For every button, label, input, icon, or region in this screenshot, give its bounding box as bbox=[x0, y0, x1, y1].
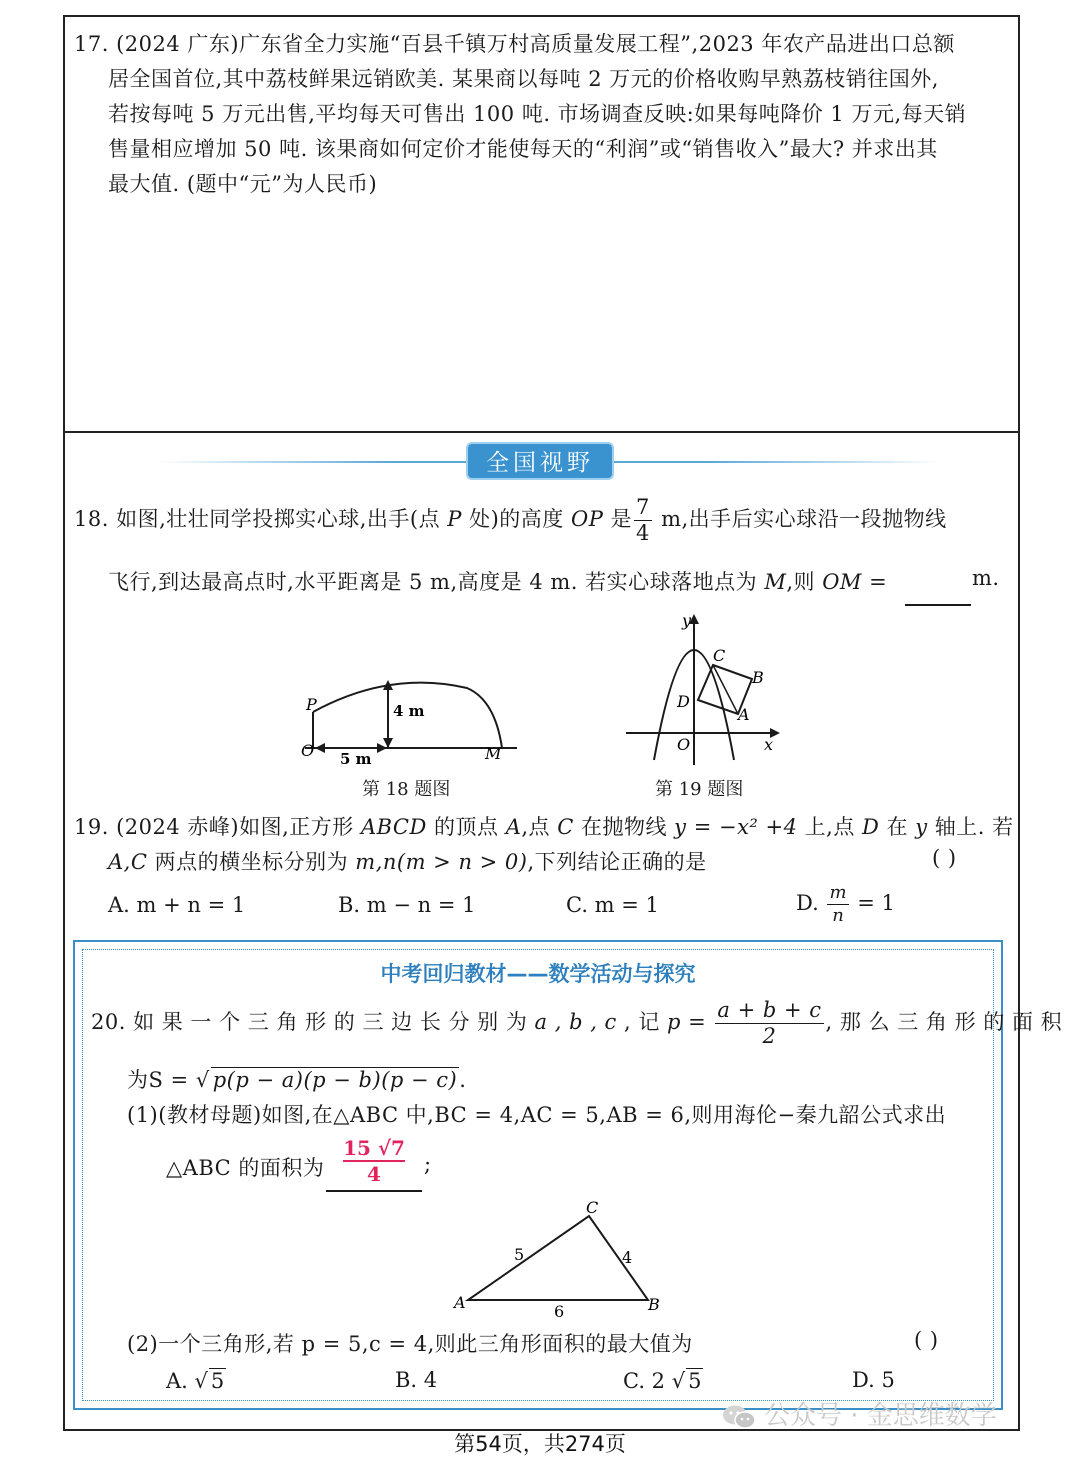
q20-label-b: B bbox=[648, 1295, 660, 1314]
section-banner: 全国视野 bbox=[466, 442, 614, 480]
q19-line1e: 上,点 bbox=[797, 815, 863, 839]
q20-answer-blank bbox=[326, 1190, 422, 1192]
q20-opta-sqrt-sign: √ bbox=[194, 1369, 208, 1393]
q19-y: y bbox=[915, 815, 928, 839]
q18-text-is: 是 bbox=[603, 507, 633, 531]
q18-answer-blank[interactable] bbox=[905, 604, 971, 606]
q20-semicolon: ; bbox=[424, 1152, 432, 1176]
q19-a: A bbox=[505, 815, 522, 839]
q20-opta-prefix: A. bbox=[166, 1369, 195, 1393]
q18-arrow-down bbox=[383, 738, 393, 748]
q19-optd-suffix: = 1 bbox=[850, 891, 895, 915]
q18-label-m: M bbox=[485, 744, 502, 763]
q19-line1a: 19. (2024 赤峰)如图,正方形 bbox=[74, 815, 361, 839]
q19-label-d: D bbox=[677, 692, 690, 711]
q17-line2: 居全国首位,其中荔枝鲜果远销欧美. 某果商以每吨 2 万元的价格收购早熟荔枝销往国外, bbox=[108, 67, 939, 91]
q20-option-d[interactable]: D. 5 bbox=[852, 1368, 895, 1392]
q20-label-a: A bbox=[454, 1293, 466, 1312]
q20-frac-num: a + b + c bbox=[717, 998, 822, 1022]
q18-line2a: 飞行,到达最高点时,水平距离是 5 m,高度是 4 m. 若实心球落地点为 bbox=[108, 570, 765, 594]
q18-line2b: ,则 bbox=[786, 570, 823, 594]
q18-om: OM bbox=[822, 570, 862, 594]
q19-line1b: 的顶点 bbox=[426, 815, 506, 839]
q18-point-p: P bbox=[447, 507, 462, 531]
q19-option-d[interactable] bbox=[796, 884, 895, 925]
question-20-section-title: 中考回归教材——数学活动与探究 bbox=[380, 962, 696, 986]
q20-triangle bbox=[468, 1216, 648, 1300]
q18-figure bbox=[295, 660, 525, 770]
q20-option-b[interactable]: B. 4 bbox=[395, 1368, 438, 1392]
q19-ac: A,C bbox=[108, 850, 148, 874]
q19-caption: 第 19 题图 bbox=[655, 779, 744, 800]
q19-line1g: 轴上. 若 bbox=[927, 815, 1014, 839]
q20-line1b: , 记 bbox=[616, 1010, 668, 1034]
q20-p: p bbox=[667, 1010, 681, 1034]
q19-c: C bbox=[557, 815, 574, 839]
q19-label-x: x bbox=[764, 735, 774, 754]
q20-option-a[interactable] bbox=[166, 1368, 226, 1393]
q19-line1c: ,点 bbox=[521, 815, 558, 839]
q20-sub2: (2)一个三角形,若 p = 5,c = 4,则此三角形面积的最大值为 bbox=[127, 1332, 693, 1356]
q18-arrow-right bbox=[377, 743, 387, 753]
q20-sub1b: △ABC 的面积为 bbox=[166, 1156, 325, 1180]
q20-abc: a , b , c bbox=[534, 1010, 617, 1034]
q20-sub1: (1)(教材母题)如图,在△ABC 中,BC = 4,AC = 5,AB = 6,则用海伦−秦九韶公式求出 bbox=[127, 1103, 947, 1127]
q20-label-bc: 4 bbox=[622, 1248, 633, 1267]
q19-line1d: 在抛物线 bbox=[573, 815, 675, 839]
q19-figure bbox=[620, 610, 790, 770]
q20-line2b: . bbox=[459, 1068, 467, 1092]
wechat-icon bbox=[722, 1404, 756, 1430]
q18-line2 bbox=[108, 566, 887, 596]
q19-optd-num: m bbox=[829, 882, 847, 903]
q20-answer-den: 4 bbox=[367, 1162, 381, 1186]
q19-optd-den: n bbox=[832, 905, 844, 926]
q20-option-c[interactable] bbox=[623, 1368, 703, 1393]
q20-line1a: 20. 如 果 一 个 三 角 形 的 三 边 长 分 别 为 bbox=[91, 1010, 535, 1034]
q19-label-o: O bbox=[677, 735, 691, 754]
q20-answer[interactable] bbox=[326, 1136, 422, 1186]
q20-optc-rad: 5 bbox=[688, 1369, 702, 1393]
q19-line1 bbox=[74, 811, 1014, 841]
q19-mn: m,n(m > n > 0) bbox=[355, 850, 528, 874]
q20-optc-prefix: C. 2 bbox=[623, 1369, 672, 1393]
q19-label-a: A bbox=[738, 705, 750, 724]
q18-caption: 第 18 题图 bbox=[362, 779, 451, 800]
q19-abcd: ABCD bbox=[360, 815, 427, 839]
q18-fraction bbox=[634, 497, 652, 544]
q18-line2c: = bbox=[861, 570, 888, 594]
q20-sqrt-sign: √ bbox=[195, 1068, 210, 1092]
watermark-text: 公众号 · 金思维数学 bbox=[764, 1401, 997, 1431]
q19-answer-paren[interactable]: ( ) bbox=[932, 846, 957, 870]
q20-line1 bbox=[91, 1000, 1062, 1047]
wechat-watermark bbox=[722, 1395, 997, 1432]
q18-arrow-left bbox=[315, 743, 325, 753]
q19-optd-fraction bbox=[827, 884, 848, 925]
q17-line3: 若按每吨 5 万元出售,平均每天可售出 100 吨. 市场调查反映:如果每吨降价 1 万元,每天销 bbox=[108, 102, 967, 126]
q18-frac-den: 4 bbox=[636, 521, 650, 545]
q20-triangle-figure bbox=[448, 1196, 668, 1322]
q20-line2 bbox=[127, 1064, 466, 1094]
q18-op: OP bbox=[570, 507, 604, 531]
q17-line1: 17. (2024 广东)广东省全力实施“百县千镇万村高质量发展工程”,2023 年农产品进出口总额 bbox=[74, 32, 955, 56]
q18-text-prefix: 18. 如图,壮壮同学投掷实心球,出手(点 bbox=[74, 507, 448, 531]
q20-sqrt-content: p(p − a)(p − b)(p − c) bbox=[212, 1068, 458, 1092]
q18-line1 bbox=[74, 497, 947, 544]
q20-opta-rad: 5 bbox=[210, 1369, 225, 1393]
q18-label-p: P bbox=[306, 695, 317, 714]
q19-option-a[interactable]: A. m + n = 1 bbox=[108, 893, 246, 917]
q19-option-c[interactable]: C. m = 1 bbox=[566, 893, 659, 917]
q19-label-y: y bbox=[682, 611, 692, 630]
q18-unit: m. bbox=[972, 566, 1000, 590]
q19-line2 bbox=[108, 846, 707, 876]
q19-label-b: B bbox=[752, 668, 764, 687]
q17-line5: 最大值. (题中“元”为人民币) bbox=[108, 172, 378, 196]
q19-line2c: ,下列结论正确的是 bbox=[527, 850, 707, 874]
q18-point-m: M bbox=[764, 570, 787, 594]
q20-fraction bbox=[715, 1000, 823, 1047]
q18-text-mid: 处)的高度 bbox=[461, 507, 571, 531]
q19-line2b: 两点的横坐标分别为 bbox=[147, 850, 356, 874]
q19-line1f: 在 bbox=[879, 815, 916, 839]
q18-label-dist: 5 m bbox=[340, 750, 372, 768]
q20-line2a: 为S = bbox=[127, 1068, 196, 1092]
q18-label-height: 4 m bbox=[393, 702, 425, 720]
q20-answer-num: 15 √7 bbox=[343, 1136, 405, 1160]
q18-text-suffix: m,出手后实心球沿一段抛物线 bbox=[653, 507, 947, 531]
q19-parabola-eq: y = −x² +4 bbox=[674, 815, 798, 839]
q20-frac-den: 2 bbox=[762, 1024, 777, 1048]
q20-optc-sqrt-sign: √ bbox=[671, 1369, 686, 1393]
page-footer: 第54页，共274页 bbox=[454, 1432, 626, 1456]
q20-eq: = bbox=[680, 1010, 714, 1034]
q19-optd-prefix: D. bbox=[796, 891, 826, 915]
q20-answer-paren[interactable]: ( ) bbox=[914, 1328, 939, 1352]
q17-line4: 售量相应增加 50 吨. 该果商如何定价才能使每天的“利润”或“销售收入”最大? 并求出其 bbox=[108, 137, 938, 161]
q20-label-c: C bbox=[586, 1198, 599, 1217]
q19-label-c: C bbox=[713, 646, 726, 665]
q18-label-o: O bbox=[301, 741, 315, 760]
q20-label-ac: 5 bbox=[514, 1245, 525, 1264]
q19-option-b[interactable]: B. m − n = 1 bbox=[338, 893, 476, 917]
q19-d: D bbox=[862, 815, 880, 839]
q18-frac-num: 7 bbox=[636, 495, 650, 519]
q20-line1c: , 那 么 三 角 形 的 面 积 bbox=[825, 1010, 1063, 1034]
q20-label-ab: 6 bbox=[554, 1302, 565, 1321]
